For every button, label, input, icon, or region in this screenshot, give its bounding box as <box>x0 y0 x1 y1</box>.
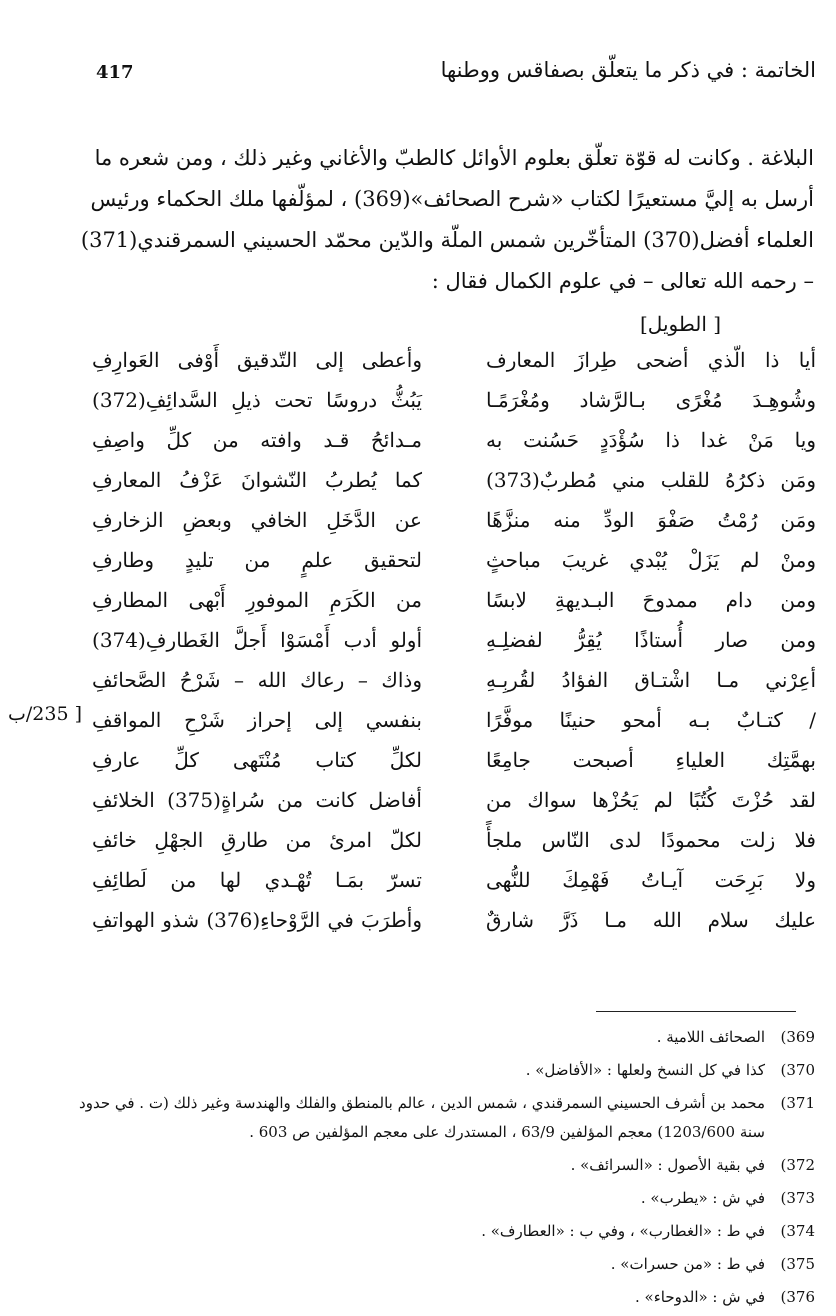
footnote-text: في ط : «من حسرات» . <box>610 1255 765 1273</box>
verse-second-hemistich: لتحقيق علمٍ من تليدٍ وطارفِ <box>92 548 422 572</box>
footnote-text: في ش : «الدوحاء» . <box>635 1288 765 1306</box>
verse-second-hemistich: يَبُثُّ دروسًا تحت ذيلِ السَّدائِفِ(372) <box>92 388 422 412</box>
footnotes <box>60 1023 815 1316</box>
verse-first-hemistich: بهمَّتِك العلياءِ أصبحت جامِعًا <box>486 748 816 772</box>
verse <box>0 860 836 900</box>
footnote-text: في ط : «الغطارب» ، وفي ب : «العطارف» . <box>481 1222 765 1240</box>
footnote <box>60 1056 815 1085</box>
footnote <box>60 1089 815 1147</box>
verse-first-hemistich: لقد حُزْتَ كُتُبًا لم يَحُزْها سواك من <box>486 788 816 812</box>
footnote-text: محمد بن أشرف الحسيني السمرقندي ، شمس الدين ، عالم بالمنطق والفلك والهندسة وغير ذلك (ت . في حدود سنة 1203/600) معجم المؤلفين 63/9 ، المستدرك على معجم المؤلفين ص 603 . <box>79 1094 765 1141</box>
footnote-number: 374) <box>780 1222 815 1240</box>
verse-first-hemistich: وشُوهِـدَ مُغْرًى بـالرَّشاد ومُغْرَمًـا <box>486 388 816 412</box>
verse-first-hemistich: أيا ذا الّذي أضحى طِرازَ المعارف <box>486 348 816 372</box>
verse-second-hemistich: لكلّ امرئ من طارقِ الجهْلِ خائفِ <box>92 828 422 852</box>
footnote-number: 375) <box>780 1255 815 1273</box>
footnote <box>60 1250 815 1279</box>
footnote-text: في ش : «يطرب» . <box>640 1189 765 1207</box>
verse <box>0 500 836 540</box>
intro-line: أرسل به إليَّ مستعيرًا لكتاب «شرح الصحائف»(369) ، لمؤلّفها ملك الحكماء ورئيس <box>90 187 814 211</box>
intro-paragraph <box>80 138 814 302</box>
verse-first-hemistich: ومن دام ممدوحَ البـديهةِ لابسًا <box>486 588 816 612</box>
verse-first-hemistich: / كتـابٌ بـه أمحو حنينًا موفَّرًا <box>486 708 816 732</box>
footnote <box>60 1217 815 1246</box>
verse <box>0 620 836 660</box>
verse <box>0 380 836 420</box>
footnote <box>60 1184 815 1213</box>
footnote-number: 372) <box>780 1156 815 1174</box>
footnote <box>60 1283 815 1312</box>
verse-first-hemistich: ومن صار أُستاذًا يُقِرُّ لفضلِـهِ <box>486 628 816 652</box>
page-number: 417 <box>96 62 134 83</box>
verse-second-hemistich: كما يُطربُ النّشوانَ عَزْفُ المعارفِ <box>92 468 422 492</box>
verse-first-hemistich: أعِرْني مـا اشْتـاق الفؤادُ لقُربِـهِ <box>486 668 816 692</box>
verse-second-hemistich: لكلِّ كتاب مُنْتَهى كلِّ عارفِ <box>92 748 422 772</box>
verse <box>0 820 836 860</box>
intro-line: البلاغة . وكانت له قوّة تعلّق بعلوم الأوائل كالطبّ والأغاني وغير ذلك ، ومن شعره ما <box>94 146 814 170</box>
footnote-text: كذا في كل النسخ ولعلها : «الأفاضل» . <box>525 1061 765 1079</box>
verse <box>0 420 836 460</box>
footnote-text: الصحائف اللامية . <box>656 1028 765 1046</box>
verse-first-hemistich: ويا مَنْ غدا ذا سُؤْدَدٍ حَسُنت به <box>486 428 816 452</box>
running-title: الخاتمة : في ذكر ما يتعلّق بصفاقس ووطنها <box>440 58 816 82</box>
verse <box>0 900 836 940</box>
verse <box>0 340 836 380</box>
verse-first-hemistich: ولا بَرِحَت آيـاتُ فَهْمِكَ للنُّهى <box>486 868 816 892</box>
intro-line: العلماء أفضل(370) المتأخّرين شمس الملّة والدّين محمّد الحسيني السمرقندي(371) <box>80 228 814 252</box>
footnote-number: 373) <box>780 1189 815 1207</box>
verse-first-hemistich: فلا زلت محمودًا لدى النّاس ملجأً <box>486 828 816 852</box>
footnote <box>60 1023 815 1052</box>
verse <box>0 580 836 620</box>
footnote-number: 370) <box>780 1061 815 1079</box>
poem-meter-label: [ الطويل] <box>640 312 722 336</box>
verse-second-hemistich: من الكَرَمِ الموفورِ أَبْهى المطارفِ <box>92 588 422 612</box>
footnote-separator <box>596 1011 796 1012</box>
footnote-number: 371) <box>780 1094 815 1112</box>
verse <box>0 740 836 780</box>
verse-second-hemistich: عن الدَّخَلِ الخافي وبعضِ الزخارفِ <box>92 508 422 532</box>
verse-first-hemistich: ومَن رُمْتُ صَفْوَ الودِّ منه منزَّهًا <box>486 508 816 532</box>
footnote-number: 376) <box>780 1288 815 1306</box>
verse-second-hemistich: أفاضل كانت من سُراةٍ(375) الخلائفِ <box>92 788 422 812</box>
verse-second-hemistich: أولو أدب أَمْسَوْا أَجلَّ الغَطارفِ(374) <box>92 628 422 652</box>
manuscript-folio-marker: [ 235/ب <box>8 703 83 725</box>
footnote-number: 369) <box>780 1028 815 1046</box>
verse-first-hemistich: ومَن ذكرُهُ للقلب مني مُطربٌ(373) <box>486 468 816 492</box>
verse <box>0 540 836 580</box>
verse <box>0 660 836 700</box>
intro-line: – رحمه الله تعالى – في علوم الكمال فقال : <box>431 269 814 293</box>
verse-second-hemistich: وذاك – رعاك الله – شَرْحُ الصَّحائفِ <box>92 668 422 692</box>
poem <box>0 340 836 940</box>
verse-second-hemistich: وأعطى إلى التّدقيق أَوْفى العَوارِفِ <box>92 348 422 372</box>
verse-first-hemistich: عليك سلام الله مـا ذَرَّ شارقٌ <box>486 908 816 932</box>
verse-second-hemistich: بنفسي إلى إحراز شَرْحِ المواقفِ <box>92 708 422 732</box>
verse-second-hemistich: وأطرَبَ في الرَّوْحاءِ(376) شذو الهواتفِ <box>92 908 422 932</box>
footnote <box>60 1151 815 1180</box>
verse-second-hemistich: مـدائحُ قـد وافته من كلِّ واصِفِ <box>92 428 422 452</box>
verse-second-hemistich: تسرّ بمَـا تُهْـدي لها من لَطائِفِ <box>92 868 422 892</box>
footnote-text: في بقية الأصول : «السرائف» . <box>570 1156 765 1174</box>
verse <box>0 460 836 500</box>
verse <box>0 780 836 820</box>
verse <box>0 700 836 740</box>
verse-first-hemistich: ومنْ لم يَزَلْ يُبْدي غريبَ مباحثٍ <box>486 548 816 572</box>
